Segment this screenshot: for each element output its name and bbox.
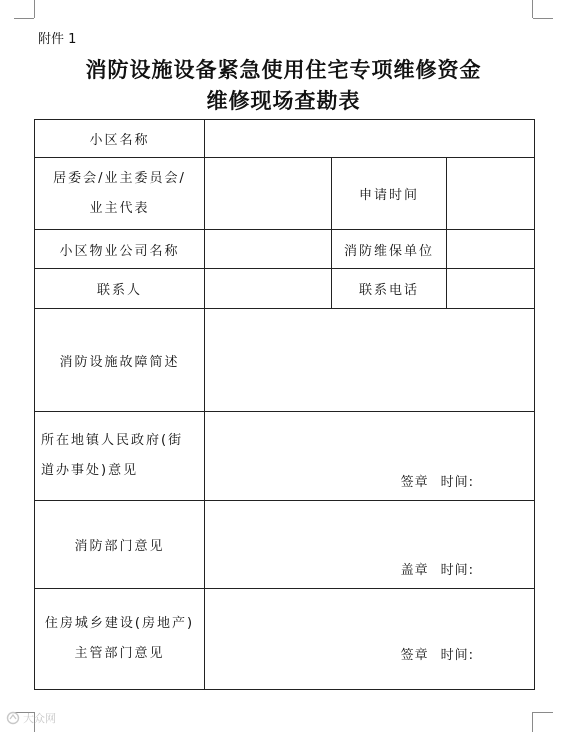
committee-label xyxy=(35,158,205,230)
gov-signature-line xyxy=(401,471,474,490)
gov-opinion-line2: 道办事处)意见 xyxy=(41,463,139,478)
watermark-text: 大众网 xyxy=(23,712,56,725)
gov-time-word: 时间: xyxy=(440,475,474,490)
document-title-line1: 消防设施设备紧急使用住宅专项维修资金 xyxy=(85,57,482,82)
gov-opinion-label xyxy=(35,412,205,501)
row-fire-dept-opinion xyxy=(35,501,535,589)
gov-sign-word: 签章 xyxy=(400,475,429,490)
crop-mark-bottom-right-horizontal xyxy=(533,712,553,713)
document-title-line2: 维修现场查勘表 xyxy=(206,88,361,113)
fire-dept-time-word: 时间: xyxy=(440,563,474,578)
watermark-logo-icon xyxy=(6,711,20,725)
housing-opinion-label xyxy=(35,589,205,690)
row-fault-description xyxy=(35,309,535,412)
phone-field[interactable] xyxy=(447,269,535,309)
row-property-company xyxy=(35,230,535,269)
apply-time-field[interactable] xyxy=(447,158,535,230)
housing-sign-word: 签章 xyxy=(400,648,429,663)
housing-time-word: 时间: xyxy=(440,648,474,663)
property-company-label: 小区物业公司名称 xyxy=(35,230,205,269)
fire-dept-label: 消防部门意见 xyxy=(35,501,205,589)
committee-label-line2: 业主代表 xyxy=(89,200,150,216)
crop-mark-top-right-horizontal xyxy=(533,18,553,19)
crop-mark-top-left-vertical xyxy=(34,0,35,18)
committee-label-line1: 居委会/业主委员会/ xyxy=(53,170,186,186)
row-committee xyxy=(35,158,535,230)
crop-mark-bottom-right-vertical xyxy=(532,712,533,732)
committee-field[interactable] xyxy=(205,158,332,230)
fire-dept-signature-line xyxy=(401,559,474,578)
community-name-field[interactable] xyxy=(205,120,535,158)
fire-maintenance-field[interactable] xyxy=(447,230,535,269)
housing-signature-line xyxy=(401,644,474,663)
row-gov-opinion xyxy=(35,412,535,501)
crop-mark-top-left-horizontal xyxy=(14,18,34,19)
community-name-label: 小区名称 xyxy=(35,120,205,158)
annex-label: 附件 1 xyxy=(38,32,77,47)
gov-opinion-line1: 所在地镇人民政府(街 xyxy=(41,433,184,448)
housing-opinion-line2: 主管部门意见 xyxy=(74,646,165,661)
fire-dept-stamp-word: 盖章 xyxy=(400,563,429,578)
housing-opinion-line1: 住房城乡建设(房地产) xyxy=(44,616,195,631)
row-housing-opinion xyxy=(35,589,535,690)
crop-mark-top-right-vertical xyxy=(532,0,533,18)
property-company-field[interactable] xyxy=(205,230,332,269)
row-contact xyxy=(35,269,535,309)
row-community-name xyxy=(35,120,535,158)
inspection-form-table xyxy=(34,119,535,690)
contact-label: 联系人 xyxy=(35,269,205,309)
contact-field[interactable] xyxy=(205,269,332,309)
fire-dept-field[interactable] xyxy=(205,501,535,589)
apply-time-label: 申请时间 xyxy=(332,158,447,230)
fire-maintenance-label: 消防维保单位 xyxy=(332,230,447,269)
phone-label: 联系电话 xyxy=(332,269,447,309)
gov-opinion-field[interactable] xyxy=(205,412,535,501)
watermark xyxy=(6,710,56,726)
fault-desc-label: 消防设施故障简述 xyxy=(35,309,205,412)
fault-desc-field[interactable] xyxy=(205,309,535,412)
housing-opinion-field[interactable] xyxy=(205,589,535,690)
